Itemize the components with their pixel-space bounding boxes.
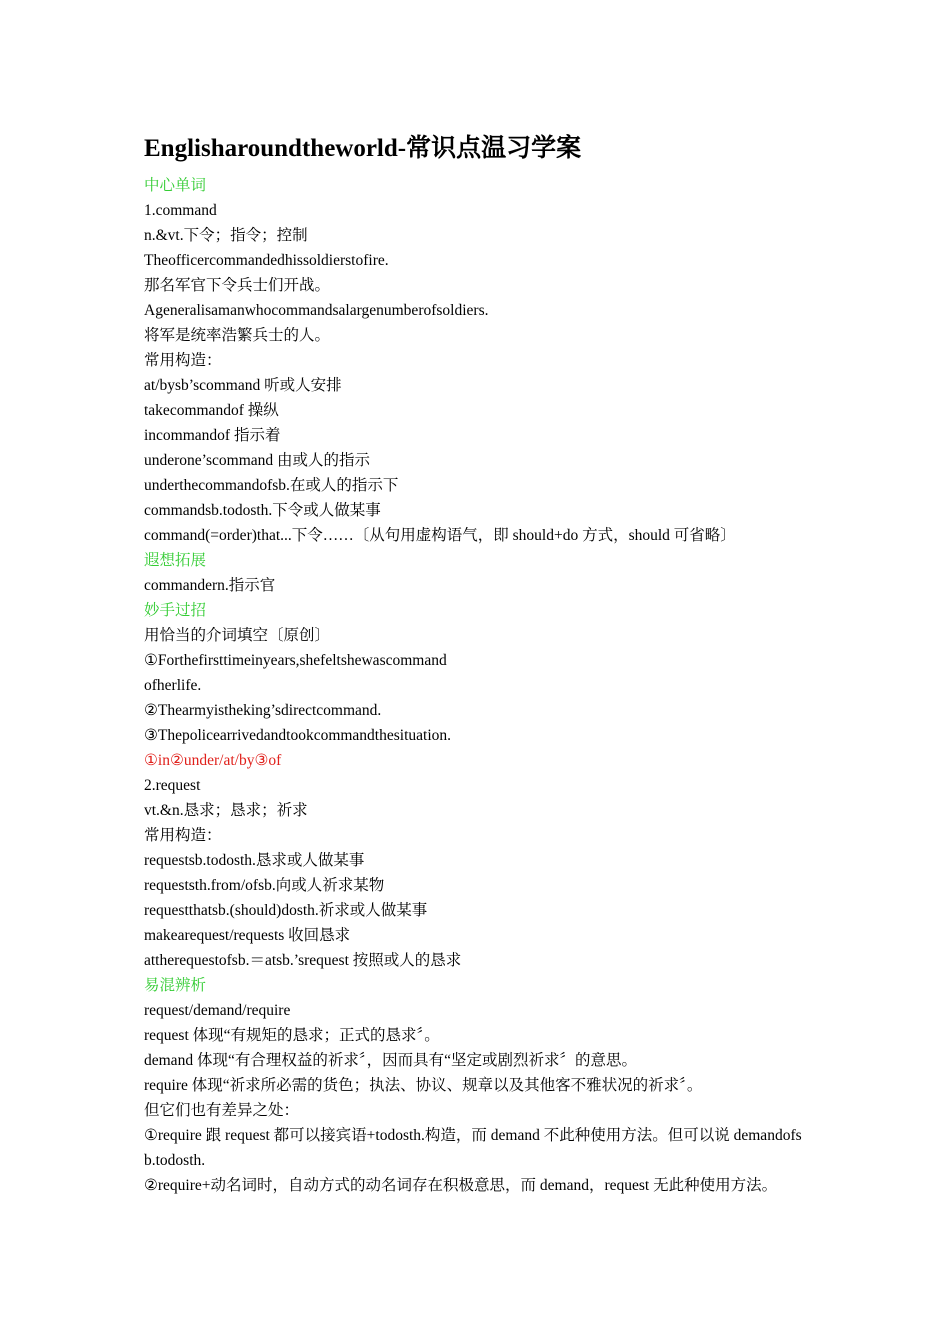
text-line: requestthatsb.(should)dosth.祈求或人做某事	[144, 902, 428, 919]
text-line: 2.request	[144, 777, 201, 794]
answer-key: ①in②under/at/by③of	[144, 752, 282, 769]
text-line: requeststh.from/ofsb.向或人祈求某物	[144, 877, 385, 894]
text-line: makearequest/requests 收回恳求	[144, 927, 351, 944]
text-line: 1.command	[144, 202, 217, 219]
text-line: underone’scommand 由或人的指示	[144, 452, 371, 469]
text-line: n.&vt.下令；指令；控制	[144, 227, 308, 244]
text-line: at/bysb’scommand 听或人安排	[144, 377, 342, 394]
text-line: ③Thepolicearrivedandtookcommandthesituation.	[144, 727, 452, 744]
text-line: 用恰当的介词填空〔原创〕	[144, 627, 331, 644]
section-heading: 妙手过招	[144, 602, 207, 619]
document-body	[144, 173, 810, 1198]
text-line: attherequestofsb.＝atsb.’srequest 按照或人的恳求	[144, 952, 462, 969]
text-line: demand 体现“有合理权益的祈求〞，因而具有“坚定或剧烈祈求〞的意思。	[144, 1052, 637, 1069]
text-line: commandsb.todosth.下令或人做某事	[144, 502, 381, 519]
text-line: requestsb.todosth.恳求或人做某事	[144, 852, 365, 869]
text-line: takecommandof 操纵	[144, 402, 279, 419]
text-line: vt.&n.恳求；恳求；祈求	[144, 802, 308, 819]
document-title: Englisharoundtheworld-常识点温习学案	[144, 135, 582, 162]
section-heading: 易混辨析	[144, 977, 207, 994]
text-line: require 体现“祈求所必需的货色；执法、协议、规章以及其他客不雅状况的祈求〞。	[144, 1077, 703, 1094]
section-heading: 遐想拓展	[144, 552, 207, 569]
text-line: ①require 跟 request 都可以接宾语+todosth.构造，而 demand 不此种使用方法。但可以说 demandofsb.todosth.	[144, 1127, 802, 1169]
text-line: ①Forthefirsttimeinyears,shefeltshewascommand	[144, 652, 447, 669]
text-line: Theofficercommandedhissoldierstofire.	[144, 252, 389, 269]
text-line: request/demand/require	[144, 1002, 291, 1019]
section-heading: 中心单词	[144, 177, 207, 194]
text-line: 将军是统率浩繁兵士的人。	[144, 327, 331, 344]
text-line: ②require+动名词时，自动方式的动名词存在积极意思，而 demand，request 无此种使用方法。	[144, 1177, 778, 1194]
text-line: 但它们也有差异之处：	[144, 1102, 300, 1119]
text-line: request 体现“有规矩的恳求；正式的恳求〞。	[144, 1027, 440, 1044]
text-line: underthecommandofsb.在或人的指示下	[144, 477, 399, 494]
text-line: command(=order)that...下令……〔从句用虚构语气，即 should+do 方式，should 可省略〕	[144, 527, 736, 544]
text-line: ②Thearmyistheking’sdirectcommand.	[144, 702, 382, 719]
text-line: ofherlife.	[144, 677, 202, 694]
text-line: commandern.指示官	[144, 577, 276, 594]
text-line: 常用构造：	[144, 352, 222, 369]
text-line: incommandof 指示着	[144, 427, 281, 444]
text-line: 常用构造：	[144, 827, 222, 844]
document-page	[144, 131, 810, 1198]
text-line: Ageneralisamanwhocommandsalargenumberofsoldiers.	[144, 302, 489, 319]
text-line: 那名军官下令兵士们开战。	[144, 277, 331, 294]
